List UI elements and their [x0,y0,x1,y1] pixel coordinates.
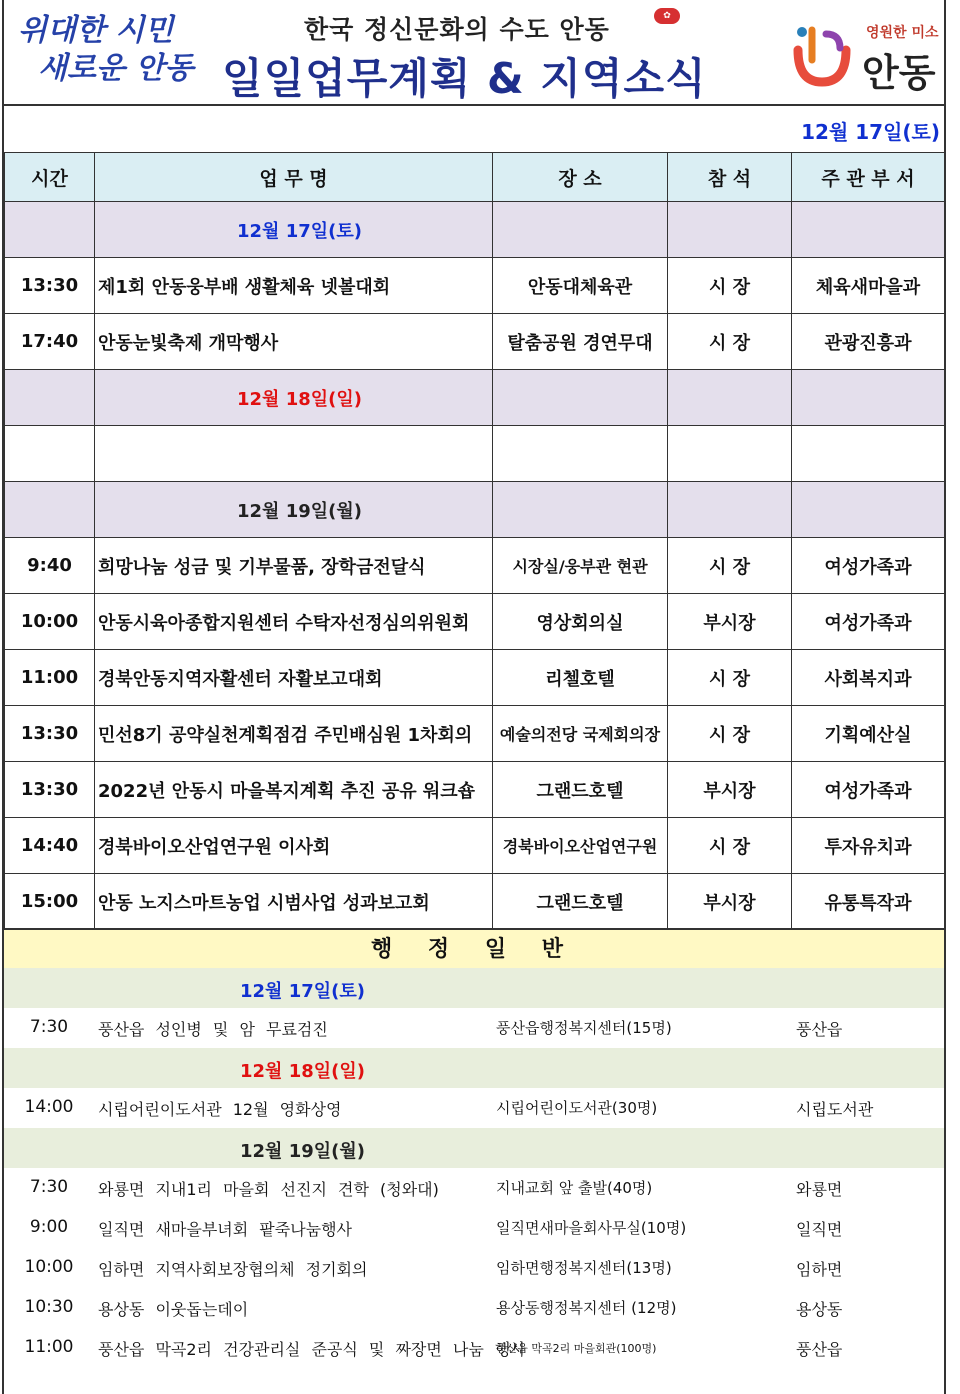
day-cell-blank [792,202,945,258]
admin-section-title: 행 정 일 반 [371,937,577,962]
admin-task: 용상동 이웃돕는데이 [98,1300,249,1319]
admin-dept: 용상동 [796,1300,843,1319]
dept-cell: 유통특작과 [792,874,945,930]
admin-dept: 풍산읍 [796,1020,843,1039]
list-item [4,1248,944,1288]
dept-cell: 체육새마을과 [792,258,945,314]
admin-time: 11:00 [24,1337,74,1357]
date-line [4,104,944,154]
day-cell-blank [792,482,945,538]
admin-time: 10:30 [24,1297,74,1317]
day-cell-blank [668,202,792,258]
header-banner [4,0,944,106]
time-cell [5,426,95,482]
current-date: 12월 17일(토) [801,120,940,144]
task-cell: 경북안동지역자활센터 자활보고대회 [95,650,493,706]
attendee-cell: 시 장 [668,706,792,762]
admin-place: 풍산읍 막곡2리 마을회관(100명) [496,1342,657,1355]
place-cell [493,426,668,482]
attendee-cell: 부시장 [668,762,792,818]
task-cell: 경북바이오산업연구원 이사회 [95,818,493,874]
list-item [4,1288,944,1328]
task-cell: 제1회 안동웅부배 생활체육 넷볼대회 [95,258,493,314]
admin-place: 임하면행정복지센터(13명) [496,1259,672,1277]
day-label: 12월 17일(토) [95,202,493,258]
day-cell-blank [668,482,792,538]
admin-task: 풍산읍 막곡2리 건강관리실 준공식 및 짜장면 나눔 행사 [98,1340,526,1359]
admin-place: 지내교회 앞 출발(40명) [496,1179,653,1197]
logo-name: 안동 [862,51,936,95]
list-item [4,1328,944,1368]
dept-cell: 기획예산실 [792,706,945,762]
admin-dept: 풍산읍 [796,1340,843,1359]
day-cell-blank [493,370,668,426]
schedule-table [4,152,945,930]
admin-time: 7:30 [29,1017,69,1037]
time-cell: 17:40 [5,314,95,370]
smile-logo-icon [790,20,854,90]
admin-dept: 임하면 [796,1260,843,1279]
day-header-row [5,370,945,426]
attendee-cell: 시 장 [668,258,792,314]
admin-section-header [4,928,944,971]
logo-tagline: 영원한 미소 [866,25,939,41]
admin-time: 9:00 [29,1217,69,1237]
table-row [5,538,945,594]
attendee-cell: 부시장 [668,874,792,930]
admin-task: 임하면 지역사회보장협의체 정기회의 [98,1260,368,1279]
list-item [4,1208,944,1248]
table-header-row [5,153,945,202]
dept-cell: 관광진흥과 [792,314,945,370]
task-cell: 2022년 안동시 마을복지계획 추진 공유 워크숍 [95,762,493,818]
time-cell: 13:30 [5,258,95,314]
slogan-line2: 새로운 안동 [38,51,194,86]
admin-place: 일직면새마을회사무실(10명) [496,1219,687,1237]
dept-cell: 여성가족과 [792,538,945,594]
admin-day-label: 12월 19일(월) [240,1141,365,1162]
admin-place: 풍산읍행정복지센터(15명) [496,1019,672,1037]
page [2,0,946,1394]
table-row [5,314,945,370]
admin-time: 14:00 [24,1097,74,1117]
place-cell: 예술의전당 국제회의장 [493,706,668,762]
day-cell-blank [668,370,792,426]
day-cell-blank [792,370,945,426]
attendee-cell: 부시장 [668,594,792,650]
place-cell: 시장실/웅부관 현관 [493,538,668,594]
attendee-cell: 시 장 [668,538,792,594]
day-cell-blank [493,482,668,538]
table-row [5,594,945,650]
place-cell: 경북바이오산업연구원 [493,818,668,874]
place-cell: 리첼호텔 [493,650,668,706]
time-cell: 15:00 [5,874,95,930]
col-header-attendee: 참 석 [668,153,792,202]
dept-cell: 여성가족과 [792,762,945,818]
admin-dept: 일직면 [796,1220,843,1239]
list-item [4,1008,944,1048]
place-cell: 영상회의실 [493,594,668,650]
place-cell: 그랜드호텔 [493,874,668,930]
day-header-row [5,202,945,258]
table-row [5,258,945,314]
time-cell: 14:40 [5,818,95,874]
day-header-row [5,482,945,538]
table-row [5,650,945,706]
col-header-place: 장 소 [493,153,668,202]
day-cell-blank [5,482,95,538]
slogan [18,12,198,88]
task-cell [95,426,493,482]
page-title: 일일업무계획 & 지역소식 [222,54,707,103]
admin-place: 용상동행정복지센터 (12명) [496,1299,677,1317]
attendee-cell [668,426,792,482]
admin-time: 7:30 [29,1177,69,1197]
list-item [4,1088,944,1128]
task-cell: 안동시육아종합지원센터 수탁자선정심의위원회 [95,594,493,650]
attendee-cell: 시 장 [668,650,792,706]
dept-cell: 여성가족과 [792,594,945,650]
admin-day-label: 12월 17일(토) [240,981,365,1002]
col-header-task: 업 무 명 [95,153,493,202]
admin-day-row [4,1128,944,1168]
day-label: 12월 18일(일) [95,370,493,426]
admin-task: 일직면 새마을부녀회 팥죽나눔행사 [98,1220,353,1239]
place-cell: 그랜드호텔 [493,762,668,818]
admin-place: 시립어린이도서관(30명) [496,1099,658,1117]
dept-cell [792,426,945,482]
attendee-cell: 시 장 [668,818,792,874]
slogan-line1: 위대한 시민 [18,13,174,48]
admin-task: 풍산읍 성인병 및 암 무료검진 [98,1020,328,1039]
table-row [5,818,945,874]
list-item [4,1168,944,1208]
day-cell-blank [493,202,668,258]
dept-cell: 사회복지과 [792,650,945,706]
andong-logo [790,14,940,94]
admin-dept: 와룡면 [796,1180,843,1199]
day-label: 12월 19일(월) [95,482,493,538]
task-cell: 안동 노지스마트농업 시범사업 성과보고회 [95,874,493,930]
time-cell: 13:30 [5,706,95,762]
table-row [5,762,945,818]
admin-dept: 시립도서관 [796,1100,874,1119]
admin-day-row [4,1048,944,1088]
admin-day-label: 12월 18일(일) [240,1061,365,1082]
place-cell: 안동대체육관 [493,258,668,314]
admin-day-row [4,968,944,1008]
table-row [5,706,945,762]
admin-task: 시립어린이도서관 12월 영화상영 [98,1100,342,1119]
table-row [5,874,945,930]
time-cell: 9:40 [5,538,95,594]
admin-time: 10:00 [24,1257,74,1277]
task-cell: 희망나눔 성금 및 기부물품, 장학금전달식 [95,538,493,594]
admin-task: 와룡면 지내1리 마을회 선진지 견학 (청와대) [98,1180,439,1199]
decorative-badge: ✿ [654,8,680,24]
header-subtitle: 한국 정신문화의 수도 안동 [304,15,610,44]
day-cell-blank [5,202,95,258]
time-cell: 10:00 [5,594,95,650]
task-cell: 안동눈빛축제 개막행사 [95,314,493,370]
dept-cell: 투자유치과 [792,818,945,874]
col-header-time: 시간 [5,153,95,202]
day-cell-blank [5,370,95,426]
table-row [5,426,945,482]
task-cell: 민선8기 공약실천계획점검 주민배심원 1차회의 [95,706,493,762]
attendee-cell: 시 장 [668,314,792,370]
admin-schedule-list [4,968,944,1368]
time-cell: 13:30 [5,762,95,818]
place-cell: 탈춤공원 경연무대 [493,314,668,370]
col-header-dept: 주 관 부 서 [792,153,945,202]
time-cell: 11:00 [5,650,95,706]
